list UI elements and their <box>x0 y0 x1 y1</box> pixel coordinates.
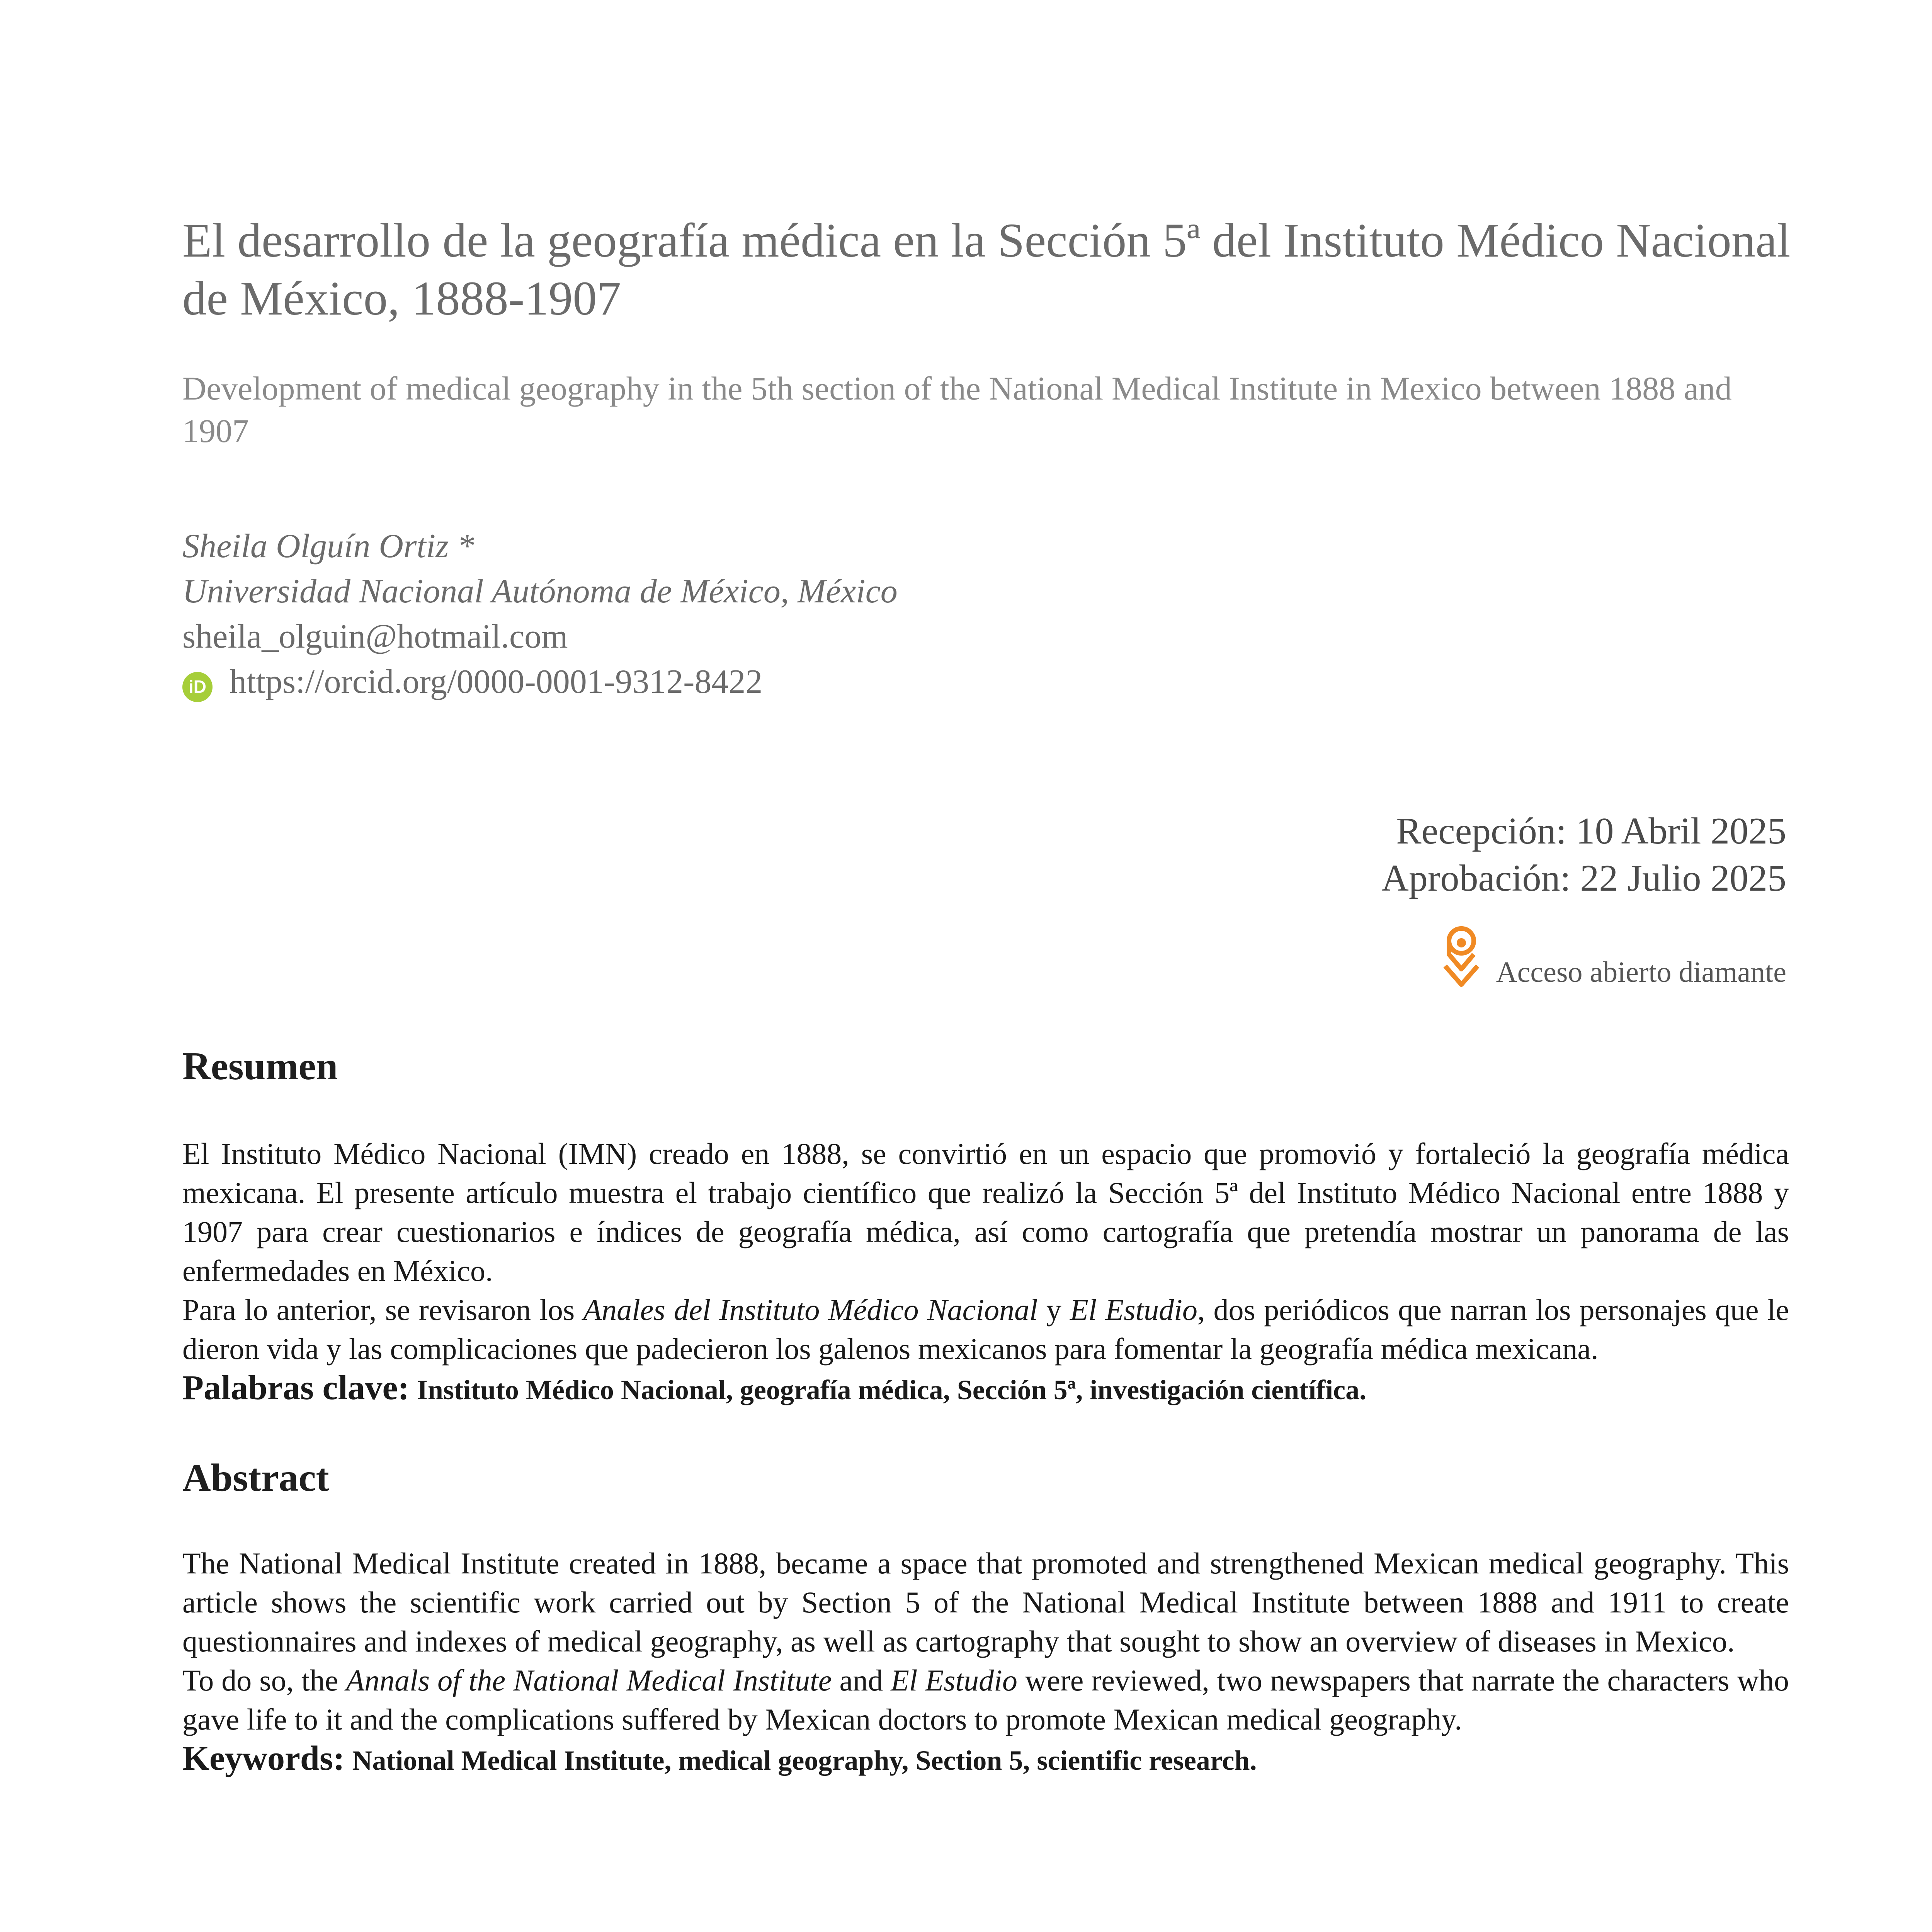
author-affiliation: Universidad Nacional Autónoma de México, México <box>182 573 898 610</box>
text-run: y <box>1037 1293 1070 1327</box>
text-run: , dos periódicos que narran los personajes que le dieron vida y las complicaciones que padecieron los galenos mexicanos para fomentar la geografía médica mexicana. <box>182 1293 1789 1366</box>
resumen-title: Resumen <box>182 1044 338 1088</box>
access-label: Acceso abierto diamante <box>1496 956 1786 988</box>
text-run: To do so, the <box>182 1663 346 1697</box>
abstract-heading <box>182 1455 329 1501</box>
keywords-list: National Medical Institute, medical geography, Section 5, scientific research. <box>352 1745 1257 1776</box>
abstract-keywords <box>182 1739 1789 1780</box>
approved-date: Aprobación: 22 Julio 2025 <box>1381 857 1786 899</box>
abstract-paragraph-1: The National Medical Institute created in 1888, became a space that promoted and strengthened Mexican medical geography. This article shows the scientific work carried out by Section 5 of the National Medical Institute between 1888 and 1911 to create questionnaires and indexes of medical geography, as well as cartography that sought to show an overview of diseases in Mexico. <box>182 1546 1789 1658</box>
access-badge <box>1438 923 1786 989</box>
resumen-body <box>182 1134 1789 1410</box>
diamond-open-access-icon <box>1438 923 1485 989</box>
abstract-paragraph-2 <box>182 1661 1789 1739</box>
journal-title: El Estudio <box>1070 1293 1197 1327</box>
resumen-keywords <box>182 1368 1789 1410</box>
orcid-icon: iD <box>182 672 213 702</box>
abstract-body <box>182 1544 1789 1780</box>
article-title: El desarrollo de la geografía médica en la Sección 5ª del Instituto Médico Nacional de México, 1888-1907 <box>182 214 1791 325</box>
orcid-row <box>182 659 1187 704</box>
journal-title: Anales del Instituto Médico Nacional <box>583 1293 1038 1327</box>
received-date: Recepción: 10 Abril 2025 <box>1396 810 1786 852</box>
text-run: and <box>832 1663 891 1697</box>
article-dates <box>1381 808 1786 902</box>
journal-title: Annals of the National Medical Institute <box>346 1663 832 1697</box>
orcid-link[interactable]: https://orcid.org/0000-0001-9312-8422 <box>230 663 763 701</box>
text-run: were reviewed, two newspapers that narrate the characters who gave life to it and the complications suffered by Mexican doctors to promote Mexican medical geography. <box>182 1663 1789 1736</box>
keywords-list: Instituto Médico Nacional, geografía médica, Sección 5ª, investigación científica. <box>417 1374 1367 1405</box>
resumen-paragraph-1: El Instituto Médico Nacional (IMN) creado en 1888, se convirtió en un espacio que promovió y fortaleció la geografía médica mexicana. El presente artículo muestra el trabajo científico que realizó la Sección 5ª del Instituto Médico Nacional entre 1888 y 1907 para crear cuestionarios e índices de geografía médica, así como cartografía que pretendía mostrar un panorama de las enfermedades en México. <box>182 1137 1789 1287</box>
journal-title: El Estudio <box>891 1663 1017 1697</box>
keywords-label: Keywords: <box>182 1739 345 1777</box>
article-subtitle: Development of medical geography in the 5th section of the National Medical Institute in Mexico between 1888 and 1907 <box>182 370 1732 449</box>
keywords-label: Palabras clave: <box>182 1369 410 1407</box>
resumen-heading <box>182 1043 338 1090</box>
resumen-paragraph-2 <box>182 1290 1789 1368</box>
author-name: Sheila Olguín Ortiz * <box>182 527 474 565</box>
abstract-title: Abstract <box>182 1456 329 1500</box>
author-email[interactable]: sheila_olguin@hotmail.com <box>182 618 568 655</box>
author-block <box>182 524 1187 704</box>
text-run: Para lo anterior, se revisaron los <box>182 1293 583 1327</box>
